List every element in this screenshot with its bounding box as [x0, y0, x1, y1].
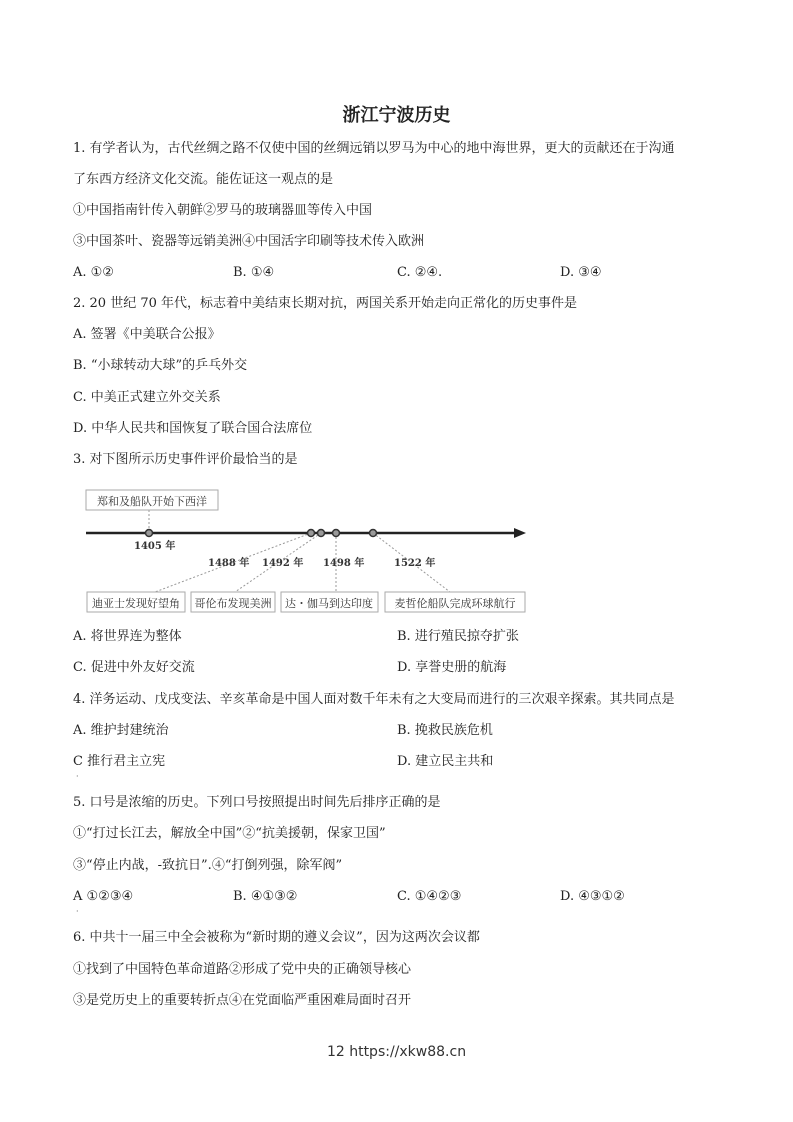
question-item: ①找到了中国特色革命道路②形成了党中央的正确领导核心 — [73, 962, 412, 977]
option-c: C. ②④. — [397, 265, 443, 280]
option-a: A. 将世界连为整体 — [73, 629, 182, 644]
question-stem: 1. 有学者认为，古代丝绸之路不仅使中国的丝绸远销以罗马为中心的地中海世界，更大的贡献还在于沟通 — [73, 141, 675, 156]
option-a: A. ①② — [73, 265, 114, 280]
year-label: 1522 年 — [394, 558, 436, 569]
option-b: B. 进行殖民掠夺扩张 — [397, 629, 519, 644]
option-c: C. 促进中外友好交流 — [73, 660, 195, 675]
year-label: 1492 年 — [262, 558, 304, 569]
option-b: B. ④①③② — [233, 889, 298, 904]
question-stem: 了东西方经济文化交流。能佐证这一观点的是 — [73, 172, 334, 187]
timeline-point — [146, 530, 153, 537]
event-label: 迪亚士发现好望角 — [92, 597, 180, 610]
option-c: C. ①④②③ — [397, 889, 462, 904]
option-d: D. ③④ — [560, 265, 602, 280]
question-item: ①“打过长江去，解放全中国”②“抗美援朝，保家卫国” — [73, 826, 386, 841]
question-stem: 3. 对下图所示历史事件评价最恰当的是 — [73, 452, 298, 467]
year-label: 1488 年 — [208, 558, 250, 569]
question-stem: 2. 20 世纪 70 年代，标志着中美结束长期对抗，两国关系开始走向正常化的历史事件是 — [73, 296, 578, 311]
question-stem: 6. 中共十一届三中全会被称为“新时期的遵义会议”，因为这两次会议都 — [73, 930, 480, 945]
event-label: 麦哲伦船队完成环球航行 — [394, 597, 516, 610]
option-d: D. 建立民主共和 — [397, 754, 494, 769]
option-d: D. 中华人民共和国恢复了联合国合法席位 — [73, 421, 313, 436]
stray-mark: · — [76, 907, 79, 916]
page-title: 浙江宁波历史 — [342, 105, 451, 126]
option-a: A. 签署《中美联合公报》 — [73, 327, 221, 342]
option-c: C. 中美正式建立外交关系 — [73, 390, 221, 405]
timeline-point — [308, 530, 315, 537]
question-item: ③“停止内战，-致抗日”.④“打倒列强，除军阀” — [73, 858, 343, 873]
option-b: B. ①④ — [233, 265, 275, 280]
arrow-icon — [514, 528, 526, 538]
event-label: 哥伦布发现美洲 — [194, 597, 272, 610]
question-stem: 4. 洋务运动、戊戌变法、辛亥革命是中国人面对数千年未有之大变局而进行的三次艰辛探索。其共同点是 — [73, 692, 675, 707]
question-item: ①中国指南针传入朝鲜②罗马的玻璃器皿等传入中国 — [73, 203, 373, 218]
question-item: ③中国茶叶、瓷器等远销美洲④中国活字印刷等技术传入欧洲 — [73, 234, 425, 249]
question-stem: 5. 口号是浓缩的历史。下列口号按照提出时间先后排序正确的是 — [73, 795, 441, 810]
timeline-point — [370, 530, 377, 537]
option-a: A ①②③④ — [73, 889, 134, 904]
option-d: D. 享誉史册的航海 — [397, 660, 507, 675]
option-a: A. 维护封建统治 — [73, 723, 169, 738]
option-d: D. ④③①② — [560, 889, 625, 904]
timeline-point — [333, 530, 340, 537]
event-label: 郑和及船队开始下西洋 — [97, 495, 207, 508]
option-c: C 推行君主立宪 — [73, 754, 166, 769]
page-footer: 12 https://xkw88.cn — [326, 1044, 467, 1060]
option-b: B. “小球转动大球”的乒乓外交 — [73, 358, 248, 373]
year-label: 1498 年 — [323, 558, 365, 569]
year-label: 1405 年 — [134, 541, 176, 552]
option-b: B. 挽救民族危机 — [397, 723, 493, 738]
timeline-point — [318, 530, 325, 537]
stray-mark: · — [76, 772, 79, 781]
event-label: 达・伽马到达印度 — [285, 597, 373, 610]
question-item: ③是党历史上的重要转折点④在党面临严重困难局面时召开 — [73, 993, 412, 1008]
